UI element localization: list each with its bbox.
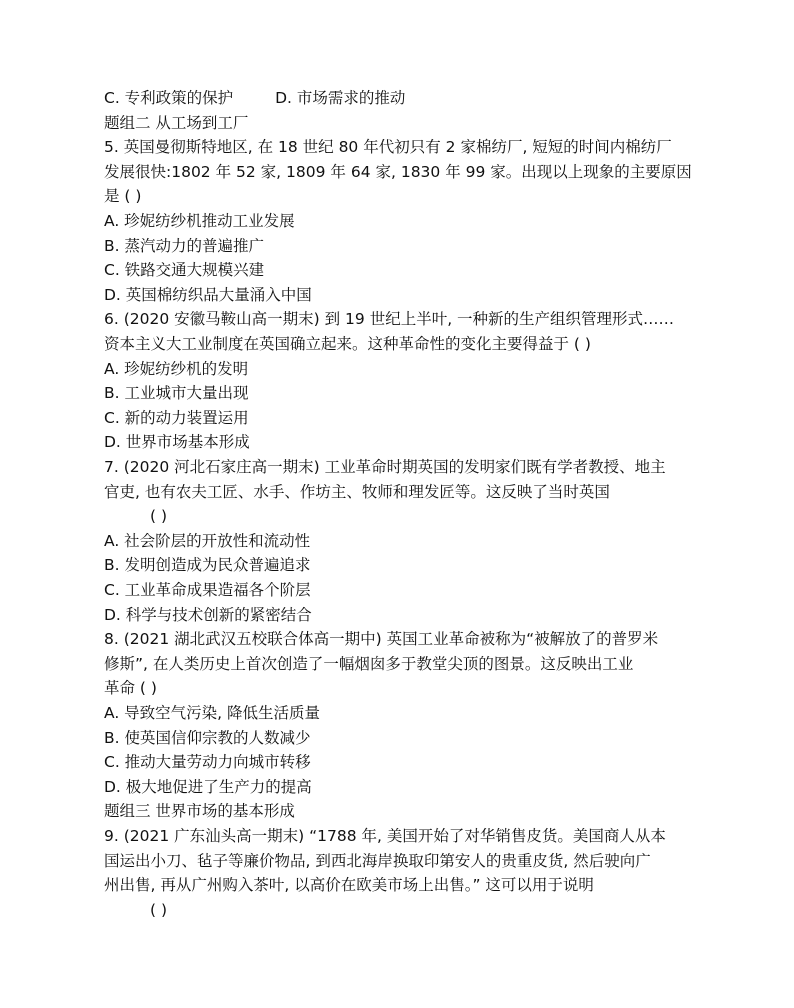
option-d: D. 英国棉纺织品大量涌入中国 [104, 286, 312, 304]
option-b: B. 蒸汽动力的普遍推广 [104, 237, 264, 255]
question-text: 9. (2021 广东汕头高一期末) “1788 年, 美国开始了对华销售皮货。美国商人从本 [104, 827, 666, 845]
option-b: B. 工业城市大量出现 [104, 384, 249, 402]
option-a: A. 珍妮纺纱机推动工业发展 [104, 212, 295, 230]
option-d: D. 世界市场基本形成 [104, 433, 250, 451]
question-text: 是 ( ) [104, 187, 142, 205]
option-c: C. 推动大量劳动力向城市转移 [104, 753, 311, 771]
answer-blank: ( ) [150, 901, 168, 919]
question-text: 8. (2021 湖北武汉五校联合体高一期中) 英国工业革命被称为“被解放了的普罗米 [104, 630, 659, 648]
answer-blank: ( ) [150, 507, 168, 525]
question-text: 5. 英国曼彻斯特地区, 在 18 世纪 80 年代初只有 2 家棉纺厂, 短短的时间内棉纺厂 [104, 138, 672, 156]
option-c: C. 新的动力装置运用 [104, 409, 249, 427]
section-heading: 题组三 世界市场的基本形成 [104, 802, 295, 820]
option-line [104, 88, 405, 108]
question-text: 州出售, 再从广州购入茶叶, 以高价在欧美市场上出售。” 这可以用于说明 [104, 876, 594, 894]
question-text: 6. (2020 安徽马鞍山高一期末) 到 19 世纪上半叶, 一种新的生产组织管理形式…… [104, 310, 675, 328]
option-d: D. 市场需求的推动 [275, 89, 406, 107]
question-text: 资本主义大工业制度在英国确立起来。这种革命性的变化主要得益于 ( ) [104, 335, 591, 353]
option-c: C. 铁路交通大规模兴建 [104, 261, 265, 279]
question-text: 发展很快:1802 年 52 家, 1809 年 64 家, 1830 年 99 家。出现以上现象的主要原因 [104, 163, 692, 181]
option-d: D. 科学与技术创新的紧密结合 [104, 606, 312, 624]
question-text: 7. (2020 河北石家庄高一期末) 工业革命时期英国的发明家们既有学者教授、地主 [104, 458, 666, 476]
section-heading: 题组二 从工场到工厂 [104, 114, 249, 132]
option-b: B. 发明创造成为民众普遍追求 [104, 556, 311, 574]
question-text: 修斯”, 在人类历史上首次创造了一幅烟囱多于教堂尖顶的图景。这反映出工业 [104, 655, 634, 673]
question-text: 国运出小刀、毡子等廉价物品, 到西北海岸换取印第安人的贵重皮货, 然后驶向广 [104, 852, 651, 870]
option-b: B. 使英国信仰宗教的人数减少 [104, 729, 311, 747]
option-d: D. 极大地促进了生产力的提高 [104, 778, 312, 796]
question-text: 革命 ( ) [104, 679, 157, 697]
option-c: C. 专利政策的保护 [104, 89, 234, 107]
option-c: C. 工业革命成果造福各个阶层 [104, 581, 311, 599]
option-a: A. 社会阶层的开放性和流动性 [104, 532, 311, 550]
option-a: A. 导致空气污染, 降低生活质量 [104, 704, 321, 722]
question-text: 官吏, 也有农夫工匠、水手、作坊主、牧师和理发匠等。这反映了当时英国 [104, 483, 610, 501]
option-a: A. 珍妮纺纱机的发明 [104, 360, 249, 378]
